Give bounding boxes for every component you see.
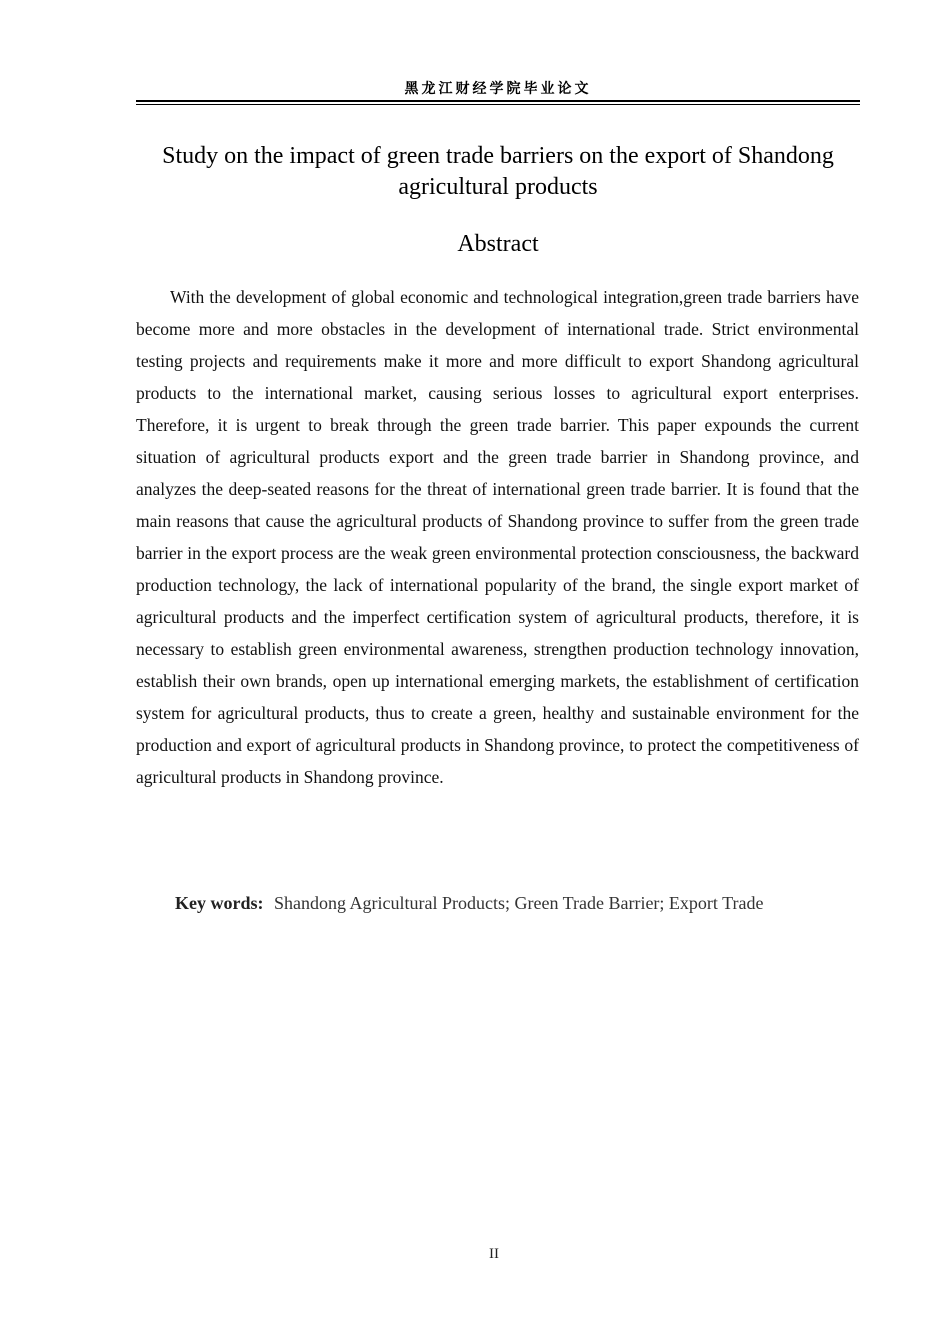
abstract-heading: Abstract: [457, 231, 539, 257]
header-rule-thin: [136, 104, 860, 105]
running-header: 黑龙江财经学院毕业论文: [404, 81, 592, 97]
keywords-value: Shandong Agricultural Products; Green Trade Barrier; Export Trade: [274, 893, 764, 913]
page-number: II: [489, 1246, 499, 1262]
abstract-body: With the development of global economic and technological integration,green trade barriers have become more and more obstacles in the development of international trade. Strict environmental testing projects and requirements make it more and more difficult to export Shandong agricultural products to the international market, causing serious losses to agricultural export enterprises. Therefore, it is urgent to break through the green trade barrier. This paper expounds the current situation of agricultural products export and the green trade barrier in Shandong province, and analyzes the deep-seated reasons for the threat of international green trade barrier. It is found that the main reasons that cause the agricultural products of Shandong province to suffer from the green trade barrier in the export process are the weak green environmental protection consciousness, the backward production technology, the lack of international popularity of the brand, the single export market of agricultural products and the imperfect certification system of agricultural products, therefore, it is necessary to establish green environmental awareness, strengthen production technology innovation, establish their own brands, open up international emerging markets, the establishment of certification system for agricultural products, thus to create a green, healthy and sustainable environment for the production and export of agricultural products in Shandong province, to protect the competitiveness of agricultural products in Shandong province.: [136, 287, 859, 787]
header-rule-thick: [136, 100, 860, 102]
paper-title: Study on the impact of green trade barriers on the export of Shandong agricultural products: [162, 143, 834, 200]
keywords-line: [175, 890, 865, 916]
keywords-label: Key words:: [175, 893, 264, 913]
